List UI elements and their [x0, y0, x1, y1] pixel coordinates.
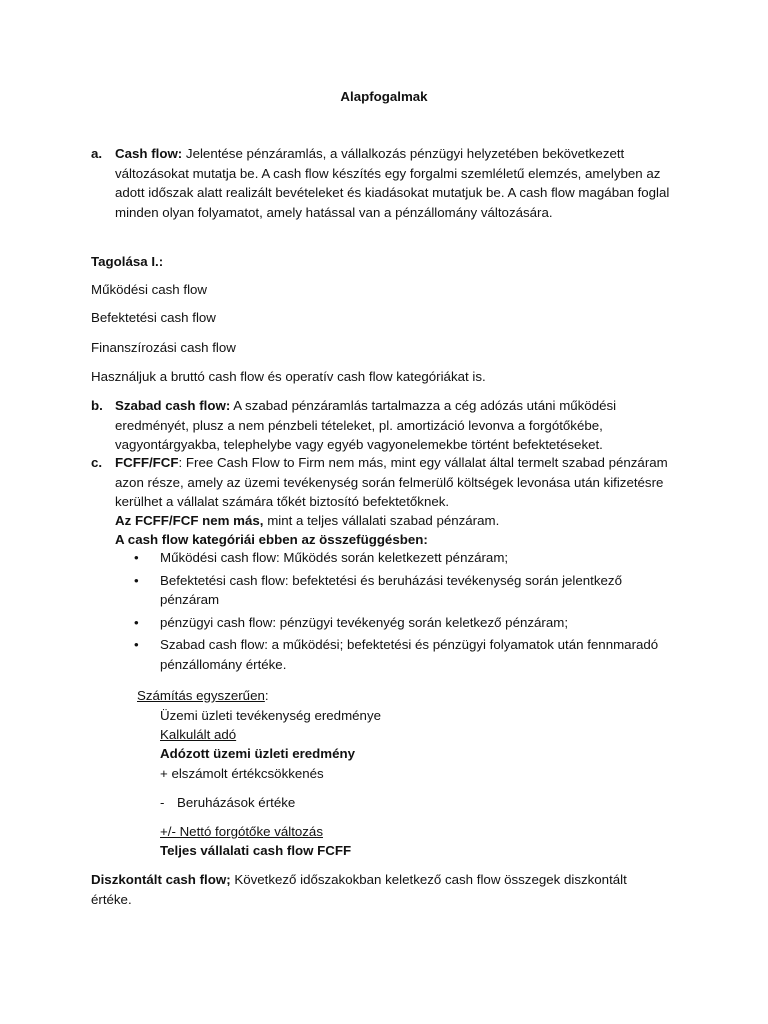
item-c-line2-rest: mint a teljes vállalati szabad pénzáram. — [263, 513, 500, 528]
list-item: • Szabad cash flow: a működési; befektetési és pénzügyi folyamatok után fennmaradó pénzállomány értéke. — [134, 637, 659, 672]
calc-line-operating-result: Üzemi üzleti tevékenység eredménye — [160, 708, 381, 723]
calc-line-dash: - — [160, 795, 165, 810]
tagolasa-note: Használjuk a bruttó cash flow és operatív cash flow kategóriákat is. — [91, 369, 486, 384]
item-c-categories-heading: A cash flow kategóriái ebben az összefüggésben: — [115, 532, 428, 547]
item-c-line2 — [115, 511, 675, 531]
list-item: • pénzügyi cash flow: pénzügyi tevékenyég során keletkező pénzáram; — [130, 613, 670, 633]
tagolasa-heading: Tagolása I.: — [91, 254, 164, 269]
calculation-heading-text: Számítás egyszerűen — [137, 688, 265, 703]
item-c-line2-bold: Az FCFF/FCF nem más, — [115, 513, 264, 528]
item-a-paragraph — [115, 144, 675, 222]
item-b-text: A szabad pénzáramlás tartalmazza a cég adózás utáni működési eredményét, plusz a nem pénzbeli tételeket, pl. amortizáció levonva a forgótőkébe, vagyontárgyakba, telephelybe vagy egyéb vagyonelemekbe történt befektetéseket. — [115, 398, 617, 452]
list-item: • Befektetési cash flow: befektetési és beruházási tevékenység során jelentkező pénzáram — [134, 572, 622, 607]
page-title: Alapfogalmak — [340, 89, 428, 104]
tagolasa-item-3: Finanszírozási cash flow — [91, 340, 236, 355]
calculation-heading: Számítás egyszerűen: — [137, 688, 269, 703]
item-a-marker: a. — [91, 146, 103, 161]
item-c-marker: c. — [91, 455, 103, 470]
tagolasa-item-1: Működési cash flow — [91, 282, 208, 297]
item-a-text: Jelentése pénzáramlás, a vállalkozás pénzügyi helyzetében bekövetkezett változásokat mutatja be. A cash flow készítés egy forgalmi szemléletű elemzés, amelyben az adott időszak alatt realizált bevételeket és kiadásokat mutatjuk be. A cash flow magában foglal minden olyan folyamatot, amely hatással van a pénzállomány változására. — [115, 146, 670, 220]
list-item: • Működési cash flow: Működés során keletkezett pénzáram; — [130, 548, 670, 568]
item-b-term: Szabad cash flow: — [115, 398, 231, 413]
discounted-term: Diszkontált cash flow; — [91, 872, 231, 887]
item-b-paragraph — [115, 396, 675, 455]
calc-line-depreciation: + elszámolt értékcsökkenés — [160, 766, 324, 781]
discounted-cash-flow-paragraph — [91, 870, 671, 909]
item-c-term: FCFF/FCF — [115, 455, 179, 470]
bullet-icon: • — [134, 550, 139, 565]
item-c-text: : Free Cash Flow to Firm nem más, mint egy vállalat által termelt szabad pénzáram azon része, amely az üzemi tevékenység során felmerülő költségek levonása után kifizetésre kerülhet a vállalat számára tőkét biztosító befektetőknek. — [115, 455, 668, 509]
discounted-text: Következő időszakokban keletkező cash flow összegek diszkontált értéke. — [91, 872, 627, 907]
bullet-icon: • — [134, 614, 139, 630]
item-a-term: Cash flow: — [115, 146, 183, 161]
item-b-marker: b. — [91, 398, 103, 413]
calc-line-investments: Beruházások értéke — [177, 795, 296, 810]
calc-line-fcff: Teljes vállalati cash flow FCFF — [160, 843, 352, 858]
bullet-icon: • — [134, 572, 139, 588]
cash-flow-category-list — [130, 548, 670, 677]
calc-line-working-capital: +/- Nettó forgótőke változás — [160, 824, 323, 839]
calc-line-taxed-result: Adózott üzemi üzleti eredmény — [160, 746, 356, 761]
item-c-paragraph — [115, 453, 675, 512]
calc-line-calculated-tax: Kalkulált adó — [160, 727, 237, 742]
bullet-icon: • — [134, 637, 139, 652]
tagolasa-item-2: Befektetési cash flow — [91, 310, 216, 325]
